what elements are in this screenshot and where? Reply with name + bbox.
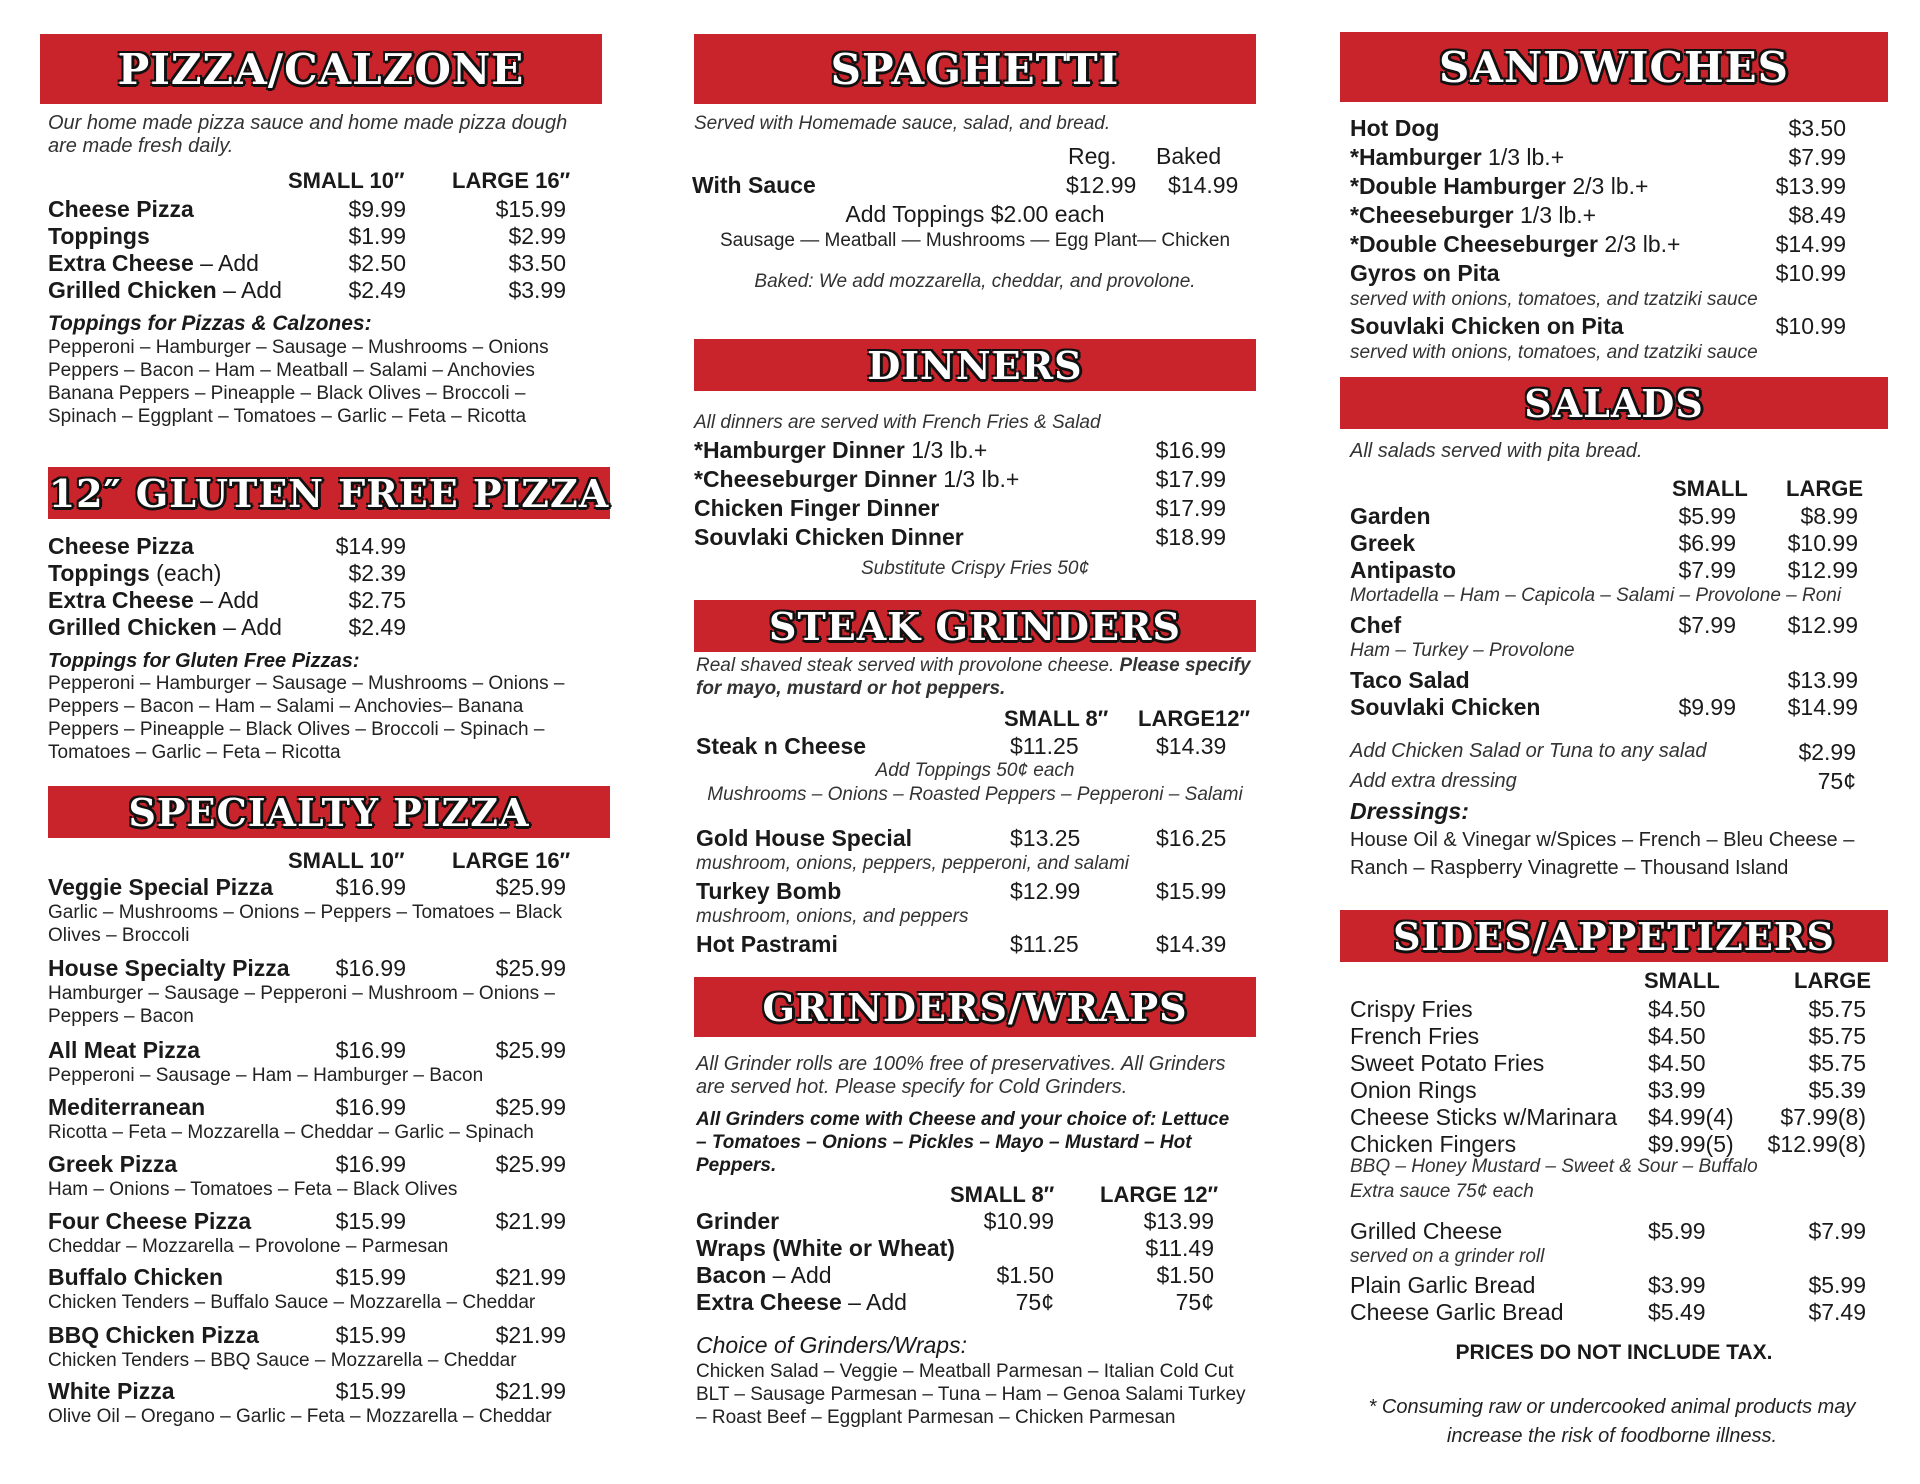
price-large: $7.99(8) [1780,1104,1866,1130]
price: $16.99 [1155,437,1226,463]
price-large: $5.75 [1808,1023,1866,1049]
pizza-calzone-title: PIZZA/CALZONE [117,44,525,94]
item-desc: Garlic – Mushrooms – Onions – Peppers – Tomatoes – Black Olives – Broccoli [48,902,562,946]
item-name: *Hamburger Dinner 1/3 lb.+ [694,437,988,463]
price-small: $2.50 [348,250,406,276]
price-small: $9.99(5) [1648,1131,1734,1157]
pizza-calzone-intro: Our home made pizza sauce and home made pizza dough are made fresh daily. [48,112,568,157]
item-name: White Pizza [48,1378,175,1404]
price-large: $2.99 [508,223,566,249]
item-name: Veggie Special Pizza [48,874,273,900]
price-large: $11.49 [1145,1235,1214,1261]
item-name: *Double Hamburger 2/3 lb.+ [1350,173,1649,199]
price-large: $8.99 [1800,503,1858,529]
spaghetti-col-reg: Reg. [1068,143,1117,169]
item-desc: Ham – Onions – Tomatoes – Feta – Black Olives [48,1179,458,1200]
price-large: $12.99 [1787,557,1858,583]
item-name: *Double Cheeseburger 2/3 lb.+ [1350,231,1681,257]
price: $18.99 [1155,524,1226,550]
item-desc: mushroom, onions, and peppers [696,906,969,927]
price-large: $3.99 [508,277,566,303]
price-small: $16.99 [335,1037,406,1063]
price-small: $15.99 [335,1208,406,1234]
specialty-header [48,786,610,838]
pizza-calzone-header [40,34,602,104]
dinners-substitute: Substitute Crispy Fries 50¢ [860,558,1090,579]
item-name: Hot Pastrami [696,931,838,957]
item-desc: Mortadella – Ham – Capicola – Salami – Provolone – Roni [1350,585,1842,606]
item-name: Grilled Chicken – Add [48,277,282,303]
item-name: Greek Pizza [48,1151,178,1177]
price-large: $5.75 [1808,996,1866,1022]
spaghetti-col-baked: Baked [1156,143,1222,169]
item-desc: Olive Oil – Oregano – Garlic – Feta – Mozzarella – Cheddar [48,1406,552,1427]
price-large: $21.99 [495,1208,566,1234]
price-large: $25.99 [495,955,566,981]
sides-sauces: BBQ – Honey Mustard – Sweet & Sour – Buffalo [1350,1156,1758,1177]
item-name: Buffalo Chicken [48,1264,224,1290]
pizza-col-large: LARGE 16″ [452,168,571,193]
price-small: $5.99 [1648,1218,1706,1244]
item-name: Cheese Pizza [48,196,194,222]
item-name: House Specialty Pizza [48,955,290,981]
steak-first-large: $14.39 [1156,733,1227,759]
price-large: $1.50 [1156,1262,1214,1288]
item-name: *Cheeseburger Dinner 1/3 lb.+ [694,466,1020,492]
item-desc: Cheddar – Mozzarella – Provolone – Parmesan [48,1236,449,1257]
steak-col-large: LARGE12″ [1138,706,1251,731]
price-small: $6.99 [1678,530,1736,556]
salads-col-large: LARGE [1786,476,1863,501]
steak-first-small: $11.25 [1010,733,1079,759]
price-large: $25.99 [495,874,566,900]
salad-extra-label: Add extra dressing [1350,770,1517,792]
item-name: Onion Rings [1350,1077,1477,1103]
sides-col-large: LARGE [1794,968,1871,993]
price-large: $15.99 [495,196,566,222]
grinders-choice-intro: All Grinders come with Cheese and your choice of: Lettuce – Tomatoes – Onions – Pickles – Mayo – Mustard – Hot Peppers. [696,1109,1230,1176]
dinners-intro: All dinners are served with French Fries & Salad [694,412,1101,433]
sandwiches-header [1340,32,1888,102]
spaghetti-toppings-line: Add Toppings $2.00 each [845,201,1105,227]
price-large: $7.99 [1808,1218,1866,1244]
spaghetti-row-baked: $14.99 [1168,172,1239,198]
item-name: Gold House Special [696,825,912,851]
spaghetti-baked-note: Baked: We add mozzarella, cheddar, and provolone. [754,271,1196,292]
item-name: Chef [1350,612,1402,638]
price-large: $25.99 [495,1094,566,1120]
steak-toppings-line: Add Toppings 50¢ each [875,760,1075,781]
steak-intro: Real shaved steak served with provolone cheese. Please specify for mayo, mustard or hot peppers. [696,655,1251,699]
item-desc: served on a grinder roll [1350,1246,1545,1267]
price-small: $1.50 [996,1262,1054,1288]
item-name: Greek [1350,530,1416,556]
price-small: $5.49 [1648,1299,1706,1325]
dinners-title: DINNERS [867,342,1083,388]
grinders-col-small: SMALL 8″ [950,1182,1055,1207]
price: $7.99 [1788,144,1846,170]
price-small: $16.99 [335,874,406,900]
price-small: $10.99 [983,1208,1054,1234]
price-large: $13.99 [1787,667,1858,693]
dressings-title: Dressings: [1350,798,1469,824]
item-name: Crispy Fries [1350,996,1473,1022]
item-name: Taco Salad [1350,667,1470,693]
price-small: $3.99 [1648,1077,1706,1103]
price: $2.49 [348,614,406,640]
price-small: $4.99(4) [1648,1104,1734,1130]
item-name: All Meat Pizza [48,1037,201,1063]
item-desc: Pepperoni – Sausage – Ham – Hamburger – Bacon [48,1065,484,1086]
specialty-col-large: LARGE 16″ [452,848,571,873]
item-name: Wraps (White or Wheat) [696,1235,955,1261]
spaghetti-header [694,34,1256,104]
gluten-toppings-list: Pepperoni – Hamburger – Sausage – Mushrooms – Onions – Peppers – Bacon – Ham – Salami – Anchovies– Banana Peppers – Pineapple – Black Olives – Broccoli – Spinach – Tomatoes – Garlic – Feta – Ricotta [48,673,565,763]
price-large: $13.99 [1143,1208,1214,1234]
grinders-wraps-title: GRINDERS/WRAPS [762,984,1188,1030]
price-large: $21.99 [495,1322,566,1348]
price-large: $21.99 [495,1378,566,1404]
price: $17.99 [1155,495,1226,521]
item-name: Chicken Finger Dinner [694,495,940,521]
price-large: $12.99 [1787,612,1858,638]
item-name: Grilled Cheese [1350,1218,1503,1244]
price-small: $1.99 [348,223,406,249]
price-large: $7.49 [1808,1299,1866,1325]
price-small: $15.99 [335,1378,406,1404]
item-name: Gyros on Pita [1350,260,1500,286]
item-name: Hot Dog [1350,115,1440,141]
sides-col-small: SMALL [1644,968,1720,993]
spaghetti-row-name: With Sauce [692,172,816,198]
grinders-wraps-header [694,977,1256,1037]
item-desc: served with onions, tomatoes, and tzatziki sauce [1350,342,1758,363]
item-desc: Ricotta – Feta – Mozzarella – Cheddar – Garlic – Spinach [48,1122,534,1143]
salads-header [1340,377,1888,429]
price-small: $9.99 [1678,694,1736,720]
price-small: $13.25 [1010,825,1081,851]
pizza-toppings-list: Pepperoni – Hamburger – Sausage – Mushrooms – Onions Peppers – Bacon – Ham – Meatball – Salami – Anchovies Banana Peppers – Pineapple – Black Olives – Broccoli – Spinach – Eggplant – Tomatoes – Garlic – Feta – Ricotta [48,337,549,427]
item-name: French Fries [1350,1023,1480,1049]
item-name: Grinder [696,1208,780,1234]
dinners-header [694,339,1256,391]
spaghetti-title: SPAGHETTI [830,44,1120,94]
price: $2.75 [348,587,406,613]
dressings-list: House Oil & Vinegar w/Spices – French – Bleu Cheese – Ranch – Raspberry Vinagrette – Thousand Island [1350,829,1855,879]
price-large: $5.39 [1808,1077,1866,1103]
sides-extra-sauce: Extra sauce 75¢ each [1350,1181,1534,1202]
gluten-toppings-title: Toppings for Gluten Free Pizzas: [48,650,360,672]
price-small: $11.25 [1010,931,1079,957]
price-small: $15.99 [335,1322,406,1348]
price-large: $5.99 [1808,1272,1866,1298]
salads-title: SALADS [1524,380,1704,426]
grinders-choices: Chicken Salad – Veggie – Meatball Parmesan – Italian Cold Cut BLT – Sausage Parmesan – Tuna – Ham – Genoa Salami Turkey – Roast Beef – Eggplant Parmesan – Chicken Parmesan [696,1361,1246,1428]
price: $10.99 [1775,313,1846,339]
item-name: Grilled Chicken – Add [48,614,282,640]
price-large: $5.75 [1808,1050,1866,1076]
salads-col-small: SMALL [1672,476,1748,501]
item-name: Cheese Pizza [48,533,194,559]
item-name: Garden [1350,503,1431,529]
item-name: *Cheeseburger 1/3 lb.+ [1350,202,1597,228]
steak-toppings: Mushrooms – Onions – Roasted Peppers – Pepperoni – Salami [707,784,1243,805]
item-desc: Ham – Turkey – Provolone [1350,640,1575,661]
item-desc: mushroom, onions, peppers, pepperoni, and salami [696,853,1130,874]
price-small: $2.49 [348,277,406,303]
spaghetti-toppings: Sausage — Meatball — Mushrooms — Egg Plant— Chicken [719,230,1231,251]
price-small: $4.50 [1648,996,1706,1022]
price-small: $4.50 [1648,1050,1706,1076]
item-name: Sweet Potato Fries [1350,1050,1545,1076]
gluten-free-title: 12″ GLUTEN FREE PIZZA [48,470,610,516]
steak-grinders-title: STEAK GRINDERS [769,603,1181,649]
price-large: $12.99(8) [1767,1131,1866,1157]
item-name: Souvlaki Chicken Dinner [694,524,964,550]
price-small: $7.99 [1678,557,1736,583]
item-name: Souvlaki Chicken [1350,694,1541,720]
item-name: Souvlaki Chicken on Pita [1350,313,1624,339]
sides-title: SIDES/APPETIZERS [1393,913,1835,959]
item-name: Extra Cheese – Add [48,587,259,613]
item-name: Bacon – Add [696,1262,832,1288]
price: $2.39 [348,560,406,586]
spaghetti-intro: Served with Homemade sauce, salad, and bread. [694,113,1111,134]
item-name: Extra Cheese – Add [696,1289,907,1315]
item-name: Chicken Fingers [1350,1131,1517,1157]
item-name: Extra Cheese – Add [48,250,259,276]
price: $14.99 [335,533,406,559]
item-name: BBQ Chicken Pizza [48,1322,259,1348]
price-large: $25.99 [495,1037,566,1063]
price-large: $3.50 [508,250,566,276]
item-desc: served with onions, tomatoes, and tzatziki sauce [1350,289,1758,310]
price: $14.99 [1775,231,1846,257]
price-large: $21.99 [495,1264,566,1290]
price-small: $12.99 [1010,878,1081,904]
pizza-col-small: SMALL 10″ [288,168,405,193]
grinders-choice-title: Choice of Grinders/Wraps: [696,1332,967,1358]
salads-intro: All salads served with pita bread. [1350,440,1643,462]
price-small: $16.99 [335,955,406,981]
price-large: $15.99 [1156,878,1227,904]
spaghetti-row-reg: $12.99 [1066,172,1137,198]
pizza-toppings-title: Toppings for Pizzas & Calzones: [48,312,372,335]
tax-notice: PRICES DO NOT INCLUDE TAX. [1455,1341,1773,1364]
sides-header [1340,910,1888,962]
price-large: $25.99 [495,1151,566,1177]
steak-grinders-header [694,600,1256,652]
item-desc: Chicken Tenders – BBQ Sauce – Mozzarella – Cheddar [48,1350,517,1371]
price-large: $10.99 [1787,530,1858,556]
price-large: $16.25 [1156,825,1227,851]
item-name: Cheese Garlic Bread [1350,1299,1564,1325]
price-small: $7.99 [1678,612,1736,638]
gluten-free-header [48,467,610,519]
specialty-col-small: SMALL 10″ [288,848,405,873]
specialty-title: SPECIALTY PIZZA [128,789,530,835]
salad-extra-price: 75¢ [1817,768,1856,794]
sandwiches-title: SANDWICHES [1439,42,1789,92]
price: $10.99 [1775,260,1846,286]
price-small: $5.99 [1678,503,1736,529]
price: $17.99 [1155,466,1226,492]
salad-extra-label: Add Chicken Salad or Tuna to any salad [1350,740,1707,762]
salad-extra-price: $2.99 [1798,739,1856,765]
item-name: Mediterranean [48,1094,206,1120]
grinders-col-large: LARGE 12″ [1100,1182,1219,1207]
steak-first-name: Steak n Cheese [696,733,867,759]
price-small: $3.99 [1648,1272,1706,1298]
price: $8.49 [1788,202,1846,228]
price-large: $14.39 [1156,931,1227,957]
item-name: Four Cheese Pizza [48,1208,252,1234]
item-name: Turkey Bomb [696,878,842,904]
item-desc: Chicken Tenders – Buffalo Sauce – Mozzarella – Cheddar [48,1292,536,1313]
price-small: $16.99 [335,1151,406,1177]
price: $3.50 [1788,115,1846,141]
item-name: Antipasto [1350,557,1457,583]
price-large: 75¢ [1175,1289,1214,1315]
item-name: Toppings [48,223,150,249]
item-desc: Hamburger – Sausage – Pepperoni – Mushroom – Onions – Peppers – Bacon [48,983,555,1027]
grinders-intro: All Grinder rolls are 100% free of preservatives. All Grinders are served hot. Please specify for Cold Grinders. [696,1053,1226,1098]
item-name: Cheese Sticks w/Marinara [1350,1104,1618,1130]
price-small: $16.99 [335,1094,406,1120]
item-name: Plain Garlic Bread [1350,1272,1536,1298]
item-name: Toppings (each) [48,560,222,586]
price-small: $15.99 [335,1264,406,1290]
item-name: *Hamburger 1/3 lb.+ [1350,144,1565,170]
steak-col-small: SMALL 8″ [1004,706,1109,731]
price-small: $4.50 [1648,1023,1706,1049]
price-large: $14.99 [1787,694,1858,720]
price-small: 75¢ [1015,1289,1054,1315]
price-small: $9.99 [348,196,406,222]
price: $13.99 [1775,173,1846,199]
health-warning: * Consuming raw or undercooked animal products may increase the risk of foodborne illness. [1368,1396,1856,1447]
